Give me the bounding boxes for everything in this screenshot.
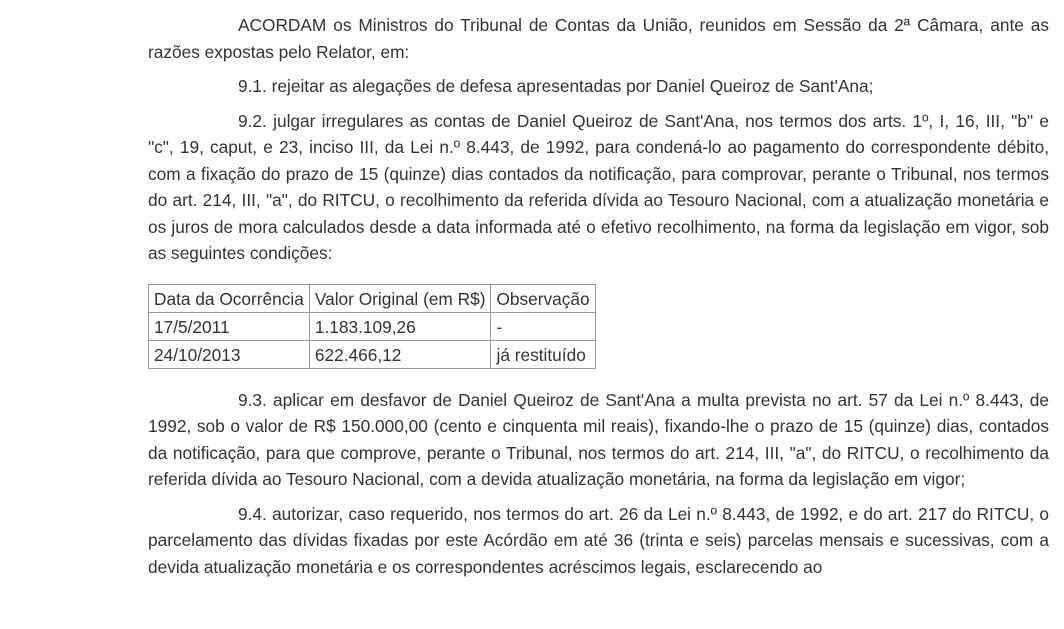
debt-table bbox=[148, 284, 596, 369]
table-cell-note: - bbox=[491, 312, 595, 340]
table-cell-value: 1.183.109,26 bbox=[309, 312, 491, 340]
table-row bbox=[149, 312, 596, 340]
table-header-row bbox=[149, 284, 596, 312]
table-cell-date: 17/5/2011 bbox=[149, 312, 310, 340]
intro-paragraph: ACORDAM os Ministros do Tribunal de Contas da União, reunidos em Sessão da 2ª Câmara, ante as razões expostas pelo Relator, em: bbox=[148, 15, 1049, 62]
table-cell-note: já restituído bbox=[491, 340, 595, 368]
item-9-3-paragraph: 9.3. aplicar em desfavor de Daniel Queiroz de Sant'Ana a multa prevista no art. 57 da Lei n.º 8.443, de 1992, sob o valor de R$ 150.000,00 (cento e cinquenta mil reais), fixando-lhe o prazo de 15 (quinze) dias, contados da notificação, para que comprove, perante o Tribunal, nos termos do art. 214, III, "a", do RITCU, o recolhimento da referida dívida ao Tesouro Nacional, com a devida atualização monetária, na forma da legislação em vigor; bbox=[148, 389, 1049, 489]
item-9-2-paragraph: 9.2. julgar irregulares as contas de Daniel Queiroz de Sant'Ana, nos termos dos arts. 1º, I, 16, III, "b" e "c", 19, caput, e 23, inciso III, da Lei n.º 8.443, de 1992, para condená-lo ao pagamento do correspondente débito, com a fixação do prazo de 15 (quinze) dias contados da notificação, para comprovar, perante o Tribunal, nos termos do art. 214, III, "a", do RITCU, o recolhimento da referida dívida ao Tesouro Nacional, com a atualização monetária e os juros de mora calculados desde a data informada até o efetivo recolhimento, na forma da legislação em vigor, sob as seguintes condições: bbox=[148, 110, 1049, 263]
document-body bbox=[148, 12, 1049, 580]
table-header-cell: Data da Ocorrência bbox=[149, 284, 310, 312]
item-9-1-paragraph: 9.1. rejeitar as alegações de defesa apresentadas por Daniel Queiroz de Sant'Ana; bbox=[238, 76, 874, 96]
table-row bbox=[149, 340, 596, 368]
table-cell-date: 24/10/2013 bbox=[149, 340, 310, 368]
table-header-cell: Observação bbox=[491, 284, 595, 312]
table-cell-value: 622.466,12 bbox=[309, 340, 491, 368]
item-9-4-paragraph: 9.4. autorizar, caso requerido, nos termos do art. 26 da Lei n.º 8.443, de 1992, e do art. 217 do RITCU, o parcelamento das dívidas fixadas por este Acórdão em até 36 (trinta e seis) parcelas mensais e sucessivas, com a devida atualização monetária e os correspondentes acréscimos legais, esclarecendo ao bbox=[148, 503, 1049, 577]
table-header-cell: Valor Original (em R$) bbox=[309, 284, 491, 312]
